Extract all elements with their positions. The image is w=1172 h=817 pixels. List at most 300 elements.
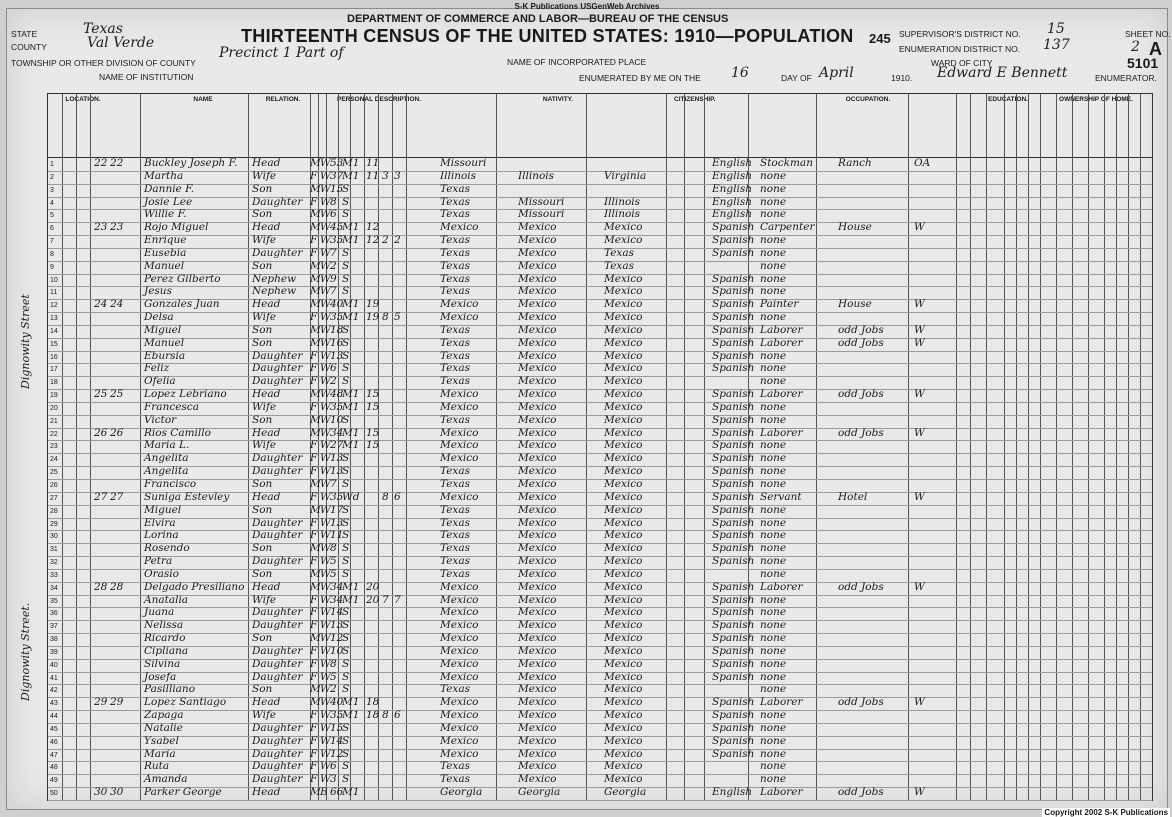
dwelling-number: 22: [94, 157, 108, 169]
age: 17: [330, 503, 344, 516]
race: W: [320, 208, 331, 221]
marital-status: M1: [342, 593, 360, 606]
father-birthplace: Mexico: [518, 747, 557, 760]
person-name: Willie F.: [144, 208, 187, 221]
birthplace: Mexico: [440, 221, 479, 234]
row-divider: [48, 351, 1152, 352]
mother-birthplace: Texas: [604, 259, 634, 272]
mother-birthplace: Mexico: [604, 400, 643, 413]
marital-status: S: [342, 503, 350, 516]
marital-status: S: [342, 246, 350, 259]
father-birthplace: Mexico: [518, 413, 557, 426]
line-number: 38: [50, 636, 58, 644]
father-birthplace: Mexico: [518, 606, 557, 619]
father-birthplace: Missouri: [518, 195, 565, 208]
birthplace: Texas: [440, 683, 470, 696]
occupation: none: [760, 555, 787, 568]
line-number: 5: [50, 212, 54, 220]
birthplace: Texas: [440, 555, 470, 568]
occupation: Laborer: [760, 786, 803, 799]
marital-status: S: [342, 452, 350, 465]
header-citizenship: CITIZENSHIP.: [674, 96, 716, 103]
marital-status: M1: [342, 439, 360, 452]
occupation: none: [760, 478, 787, 490]
institution-label: NAME OF INSTITUTION: [99, 72, 194, 82]
father-birthplace: Mexico: [518, 400, 557, 413]
employer-class: W: [914, 388, 925, 401]
sex: M: [310, 632, 321, 645]
supervisor-value: 15: [1047, 21, 1065, 37]
row-divider: [48, 440, 1152, 441]
row-divider: [48, 620, 1152, 621]
dwelling-number: 24: [94, 298, 108, 311]
marital-status: S: [342, 413, 350, 426]
age: 13: [330, 516, 344, 529]
age: 66: [330, 786, 344, 799]
father-birthplace: Mexico: [518, 696, 557, 709]
header-occupation: OCCUPATION.: [845, 96, 891, 103]
person-name: Anatalia: [144, 593, 189, 606]
department-heading: DEPARTMENT OF COMMERCE AND LABOR—BUREAU OF THE CENSUS: [347, 13, 729, 25]
language: Spanish: [712, 606, 755, 619]
race: W: [320, 234, 331, 247]
language: English: [712, 786, 753, 799]
race: W: [320, 734, 331, 747]
mother-birthplace: Georgia: [604, 786, 647, 799]
marital-status: S: [342, 208, 350, 221]
row-divider: [48, 402, 1152, 403]
person-name: Lopez Santiago: [144, 696, 227, 709]
row-divider: [48, 453, 1152, 454]
line-number: 46: [50, 738, 58, 746]
row-divider: [48, 261, 1152, 262]
language: Spanish: [712, 465, 755, 478]
race: W: [320, 619, 331, 632]
age: 35: [330, 490, 344, 503]
occupation: none: [760, 439, 787, 452]
census-table: [47, 93, 1153, 801]
column-divider: [62, 94, 63, 800]
person-name: Jesus: [144, 285, 172, 298]
race: W: [320, 516, 331, 529]
language: Spanish: [712, 529, 755, 542]
enumeration-district-label: ENUMERATION DISTRICT NO.: [899, 44, 1021, 54]
years-married: 11: [366, 157, 380, 169]
father-birthplace: Mexico: [518, 709, 557, 722]
person-name: Amanda: [144, 773, 188, 786]
age: 8: [330, 657, 337, 670]
marital-status: M1: [342, 696, 360, 709]
father-birthplace: Mexico: [518, 619, 557, 632]
occupation: Laborer: [760, 426, 803, 439]
birthplace: Texas: [440, 542, 470, 555]
incorporated-place-label: NAME OF INCORPORATED PLACE: [507, 57, 647, 67]
language: Spanish: [712, 503, 755, 516]
relation: Head: [252, 696, 281, 709]
language: English: [712, 157, 753, 169]
row-divider: [48, 672, 1152, 673]
race: W: [320, 259, 331, 272]
race: W: [320, 760, 331, 773]
county-label: COUNTY: [11, 42, 47, 52]
birthplace: Texas: [440, 349, 470, 362]
sex: M: [310, 336, 321, 349]
sex: F: [310, 593, 318, 606]
father-birthplace: Mexico: [518, 285, 557, 298]
father-birthplace: Mexico: [518, 529, 557, 542]
father-birthplace: Mexico: [518, 234, 557, 247]
children-born: 8: [382, 490, 389, 503]
relation: Head: [252, 580, 281, 593]
birthplace: Missouri: [440, 157, 487, 169]
person-name: Ofelia: [144, 375, 176, 388]
language: Spanish: [712, 619, 755, 632]
years-married: 20: [366, 593, 380, 606]
father-birthplace: Mexico: [518, 298, 557, 311]
occupation: Carpenter: [760, 221, 815, 234]
relation: Daughter: [252, 349, 303, 362]
occupation: none: [760, 259, 787, 272]
column-divider: [1004, 94, 1005, 800]
birthplace: Texas: [440, 375, 470, 388]
children-living: 6: [394, 709, 401, 722]
language: Spanish: [712, 413, 755, 426]
occupation: Laborer: [760, 336, 803, 349]
race: W: [320, 349, 331, 362]
sex: F: [310, 721, 318, 734]
line-number: 49: [50, 777, 58, 785]
age: 35: [330, 311, 344, 324]
dwelling-number: 28: [94, 580, 108, 593]
marital-status: S: [342, 657, 350, 670]
race: B: [320, 786, 328, 799]
mother-birthplace: Mexico: [604, 439, 643, 452]
marital-status: M1: [342, 400, 360, 413]
race: W: [320, 298, 331, 311]
row-divider: [48, 607, 1152, 608]
occupation: none: [760, 593, 787, 606]
relation: Daughter: [252, 516, 303, 529]
race: W: [320, 503, 331, 516]
children-born: 7: [382, 593, 389, 606]
race: W: [320, 696, 331, 709]
marital-status: M1: [342, 786, 360, 799]
father-birthplace: Mexico: [518, 542, 557, 555]
birthplace: Texas: [440, 773, 470, 786]
sex: M: [310, 157, 321, 169]
occupation: none: [760, 465, 787, 478]
enumerator-name: Edward E Bennett: [937, 65, 1068, 81]
mother-birthplace: Mexico: [604, 760, 643, 773]
line-number: 1: [50, 161, 54, 168]
sex: F: [310, 619, 318, 632]
line-number: 28: [50, 507, 58, 515]
birthplace: Texas: [440, 336, 470, 349]
sheet-number: 2: [1131, 39, 1140, 55]
industry: odd Jobs: [838, 786, 884, 799]
person-name: Pasilliano: [144, 683, 196, 696]
employer-class: W: [914, 786, 925, 799]
race: W: [320, 195, 331, 208]
occupation: Laborer: [760, 323, 803, 336]
age: 15: [330, 721, 344, 734]
age: 7: [330, 478, 337, 490]
line-number: 18: [50, 379, 58, 387]
person-name: Manuel: [144, 259, 185, 272]
column-divider: [1072, 94, 1073, 800]
line-number: 30: [50, 533, 58, 541]
children-born: 3: [382, 169, 389, 182]
father-birthplace: Missouri: [518, 208, 565, 221]
age: 8: [330, 542, 337, 555]
row-divider: [48, 800, 1152, 801]
age: 34: [330, 580, 344, 593]
race: W: [320, 529, 331, 542]
father-birthplace: Mexico: [518, 632, 557, 645]
relation: Daughter: [252, 670, 303, 683]
marital-status: M1: [342, 234, 360, 247]
row-divider: [48, 518, 1152, 519]
race: W: [320, 375, 331, 388]
marital-status: S: [342, 529, 350, 542]
race: W: [320, 606, 331, 619]
person-name: Maria L.: [144, 439, 190, 452]
employer-class: W: [914, 696, 925, 709]
father-birthplace: Mexico: [518, 580, 557, 593]
language: Spanish: [712, 400, 755, 413]
mother-birthplace: Mexico: [604, 542, 643, 555]
years-married: 18: [366, 696, 380, 709]
person-name: Perez Gilberto: [144, 272, 221, 285]
relation: Son: [252, 503, 273, 516]
line-number: 41: [50, 674, 58, 682]
mother-birthplace: Mexico: [604, 375, 643, 388]
sex: M: [310, 221, 321, 234]
line-number: 32: [50, 559, 58, 567]
birthplace: Texas: [440, 362, 470, 375]
marital-status: S: [342, 567, 350, 580]
industry: odd Jobs: [838, 426, 884, 439]
language: Spanish: [712, 426, 755, 439]
sex: F: [310, 606, 318, 619]
relation: Daughter: [252, 529, 303, 542]
column-divider: [970, 94, 971, 800]
father-birthplace: Mexico: [518, 734, 557, 747]
person-name: Ebursia: [144, 349, 186, 362]
race: W: [320, 580, 331, 593]
birthplace: Mexico: [440, 311, 479, 324]
supervisor-label: SUPERVISOR'S DISTRICT NO.: [899, 29, 1021, 39]
sex: F: [310, 709, 318, 722]
relation: Son: [252, 632, 273, 645]
person-name: Miguel: [144, 503, 182, 516]
header-location: LOCATION.: [65, 96, 101, 103]
relation: Son: [252, 336, 273, 349]
sex: F: [310, 452, 318, 465]
column-divider: [1088, 94, 1089, 800]
age: 15: [330, 182, 344, 195]
age: 45: [330, 221, 344, 234]
occupation: none: [760, 516, 787, 529]
birthplace: Georgia: [440, 786, 483, 799]
race: W: [320, 323, 331, 336]
mother-birthplace: Mexico: [604, 516, 643, 529]
marital-status: S: [342, 773, 350, 786]
occupation: none: [760, 285, 787, 298]
father-birthplace: Mexico: [518, 773, 557, 786]
children-born: 8: [382, 311, 389, 324]
sex: M: [310, 503, 321, 516]
age: 35: [330, 400, 344, 413]
line-number: 26: [50, 482, 58, 489]
birthplace: Mexico: [440, 696, 479, 709]
mother-birthplace: Mexico: [604, 696, 643, 709]
children-living: 5: [394, 311, 401, 324]
birthplace: Illinois: [440, 169, 477, 182]
race: W: [320, 683, 331, 696]
age: 10: [330, 413, 344, 426]
language: Spanish: [712, 452, 755, 465]
sex: F: [310, 657, 318, 670]
occupation: none: [760, 169, 787, 182]
language: Spanish: [712, 580, 755, 593]
children-born: 2: [382, 234, 389, 247]
sex: F: [310, 773, 318, 786]
line-number: 15: [50, 340, 58, 348]
age: 14: [330, 734, 344, 747]
father-birthplace: Mexico: [518, 593, 557, 606]
mother-birthplace: Mexico: [604, 311, 643, 324]
marital-status: S: [342, 323, 350, 336]
row-divider: [48, 774, 1152, 775]
sex: F: [310, 516, 318, 529]
years-married: 19: [366, 311, 380, 324]
mother-birthplace: Mexico: [604, 388, 643, 401]
person-name: Eusebia: [144, 246, 187, 259]
marital-status: M1: [342, 426, 360, 439]
race: W: [320, 169, 331, 182]
person-name: Ruta: [144, 760, 170, 773]
row-divider: [48, 633, 1152, 634]
family-number: 22: [110, 157, 124, 169]
occupation: Painter: [760, 298, 799, 311]
family-number: 28: [110, 580, 124, 593]
occupation: none: [760, 709, 787, 722]
relation: Son: [252, 323, 273, 336]
occupation: none: [760, 375, 787, 388]
relation: Daughter: [252, 619, 303, 632]
marital-status: S: [342, 644, 350, 657]
language: English: [712, 169, 753, 182]
line-number: 31: [50, 546, 58, 554]
language: Spanish: [712, 555, 755, 568]
person-name: Angelita: [144, 452, 189, 465]
person-name: Juana: [144, 606, 175, 619]
mother-birthplace: Mexico: [604, 773, 643, 786]
line-number: 19: [50, 392, 58, 400]
birthplace: Texas: [440, 234, 470, 247]
sex: M: [310, 285, 321, 298]
sex: M: [310, 683, 321, 696]
birthplace: Mexico: [440, 747, 479, 760]
language: Spanish: [712, 709, 755, 722]
relation: Son: [252, 182, 273, 195]
age: 40: [330, 696, 344, 709]
marital-status: S: [342, 375, 350, 388]
person-name: Enrique: [144, 234, 187, 247]
occupation: none: [760, 760, 787, 773]
birthplace: Texas: [440, 529, 470, 542]
sex: F: [310, 400, 318, 413]
day-of-label: DAY OF: [781, 73, 812, 83]
sex: M: [310, 259, 321, 272]
row-divider: [48, 530, 1152, 531]
race: W: [320, 272, 331, 285]
race: W: [320, 413, 331, 426]
line-number: 37: [50, 623, 58, 631]
row-divider: [48, 684, 1152, 685]
enumeration-day: 16: [731, 65, 749, 81]
father-birthplace: Mexico: [518, 246, 557, 259]
race: W: [320, 246, 331, 259]
birthplace: Texas: [440, 413, 470, 426]
sex: F: [310, 670, 318, 683]
occupation: Laborer: [760, 580, 803, 593]
enumerated-label: ENUMERATED BY ME ON THE: [579, 73, 701, 83]
marital-status: S: [342, 182, 350, 195]
sex: F: [310, 465, 318, 478]
sex: M: [310, 298, 321, 311]
line-number: 33: [50, 571, 58, 579]
row-divider: [48, 723, 1152, 724]
industry: Hotel: [838, 490, 868, 503]
years-married: 15: [366, 400, 380, 413]
age: 3: [330, 773, 337, 786]
father-birthplace: Mexico: [518, 490, 557, 503]
language: Spanish: [712, 747, 755, 760]
age: 5: [330, 567, 337, 580]
mother-birthplace: Mexico: [604, 298, 643, 311]
person-name: Angelita: [144, 465, 189, 478]
mother-birthplace: Mexico: [604, 657, 643, 670]
occupation: none: [760, 234, 787, 247]
row-divider: [48, 184, 1152, 185]
marital-status: S: [342, 542, 350, 555]
person-name: Dannie F.: [144, 182, 195, 195]
sex: M: [310, 696, 321, 709]
header-relation: RELATION.: [265, 96, 301, 103]
sex: F: [310, 644, 318, 657]
birthplace: Texas: [440, 272, 470, 285]
language: Spanish: [712, 696, 755, 709]
race: W: [320, 567, 331, 580]
race: W: [320, 452, 331, 465]
years-married: 20: [366, 580, 380, 593]
marital-status: M1: [342, 221, 360, 234]
column-divider: [76, 94, 77, 800]
father-birthplace: Mexico: [518, 478, 557, 490]
column-divider: [816, 94, 817, 800]
age: 7: [330, 285, 337, 298]
sex: F: [310, 311, 318, 324]
row-divider: [48, 646, 1152, 647]
relation: Daughter: [252, 195, 303, 208]
age: 6: [330, 362, 337, 375]
birthplace: Mexico: [440, 670, 479, 683]
person-name: Delsa: [144, 311, 174, 324]
relation: Son: [252, 542, 273, 555]
line-number: 17: [50, 366, 58, 374]
